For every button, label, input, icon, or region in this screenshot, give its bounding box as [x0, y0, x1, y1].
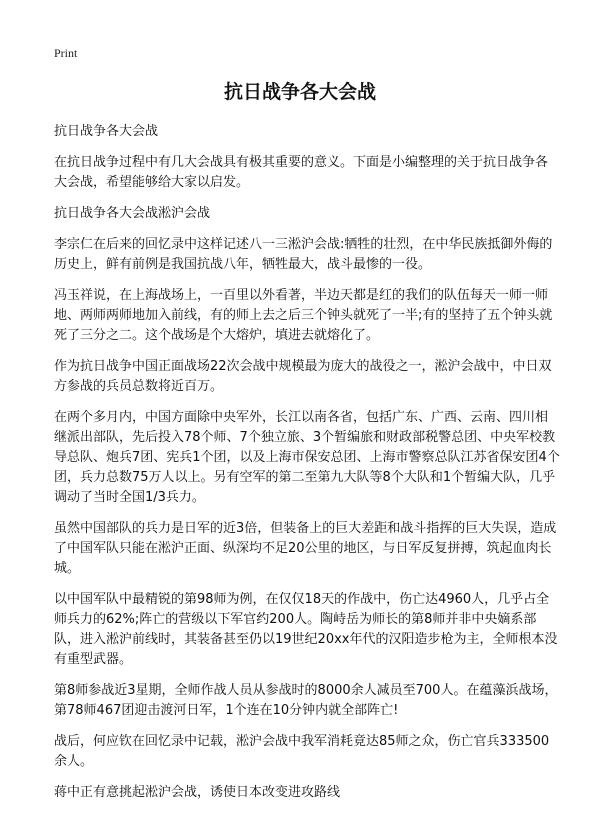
paragraph: 蒋中正有意挑起淞沪会战，诱使日本改变进攻路线 — [54, 785, 341, 800]
page-title: 抗日战争各大会战 — [223, 81, 376, 103]
paragraph: 李宗仁在后来的回忆录中这样记述八一三淞沪会战:牺牲的壮烈，在中华民族抵御外侮的历史上，鲜有前例是我国抗战八年，牺牲最大，战斗最惨的一役。 — [54, 237, 553, 272]
paragraph: 虽然中国部队的兵力是日军的近3倍，但装备上的巨大差距和战斗指挥的巨大失误，造成了中国军队只能在淞沪正面、纵深均不足20公里的地区，与日军反复拼搏，筑起血肉长城。 — [54, 521, 557, 576]
paragraph: 冯玉祥说，在上海战场上，一百里以外看著，半边天都是红的我们的队伍每天一师一师地、两师两师地加入前线，有的师上去之后三个钟头就死了一半;有的坚持了五个钟头就死了三分之二。这个战场是个大熔炉，填进去就熔化了。 — [54, 288, 553, 343]
paragraph: 第8师参战近3星期，全师作战人员从参战时的8000余人减员至700人。在蕴藻浜战场，第78师467团迎击渡河日军，1个连在10分钟内就全部阵亡! — [54, 683, 558, 718]
paragraph: 在两个多月内，中国方面除中央军外，长江以南各省，包括广东、广西、云南、四川相继派出部队，先后投入78个师、7个独立旅、3个暂编旅和财政部税警总团、中央军校教导总队、炮兵7团、宪兵1个团，以及上海市保安总团、上海市警察总队江苏省保安团4个团，兵力总数75万人以上。另有空军的第二至第九大队等8个大队和1个暂编大队，几乎调动了当时全国1/3兵力。 — [54, 410, 560, 505]
section-heading: 抗日战争各大会战 — [54, 124, 159, 139]
paragraph: 以中国军队中最精锐的第98师为例，在仅仅18天的作战中，伤亡达4960人，几乎占全师兵力的62%;阵亡的营级以下军官约200人。陶峙岳为师长的第8师并非中央嫡系部队，进入淞沪前线时，其装备甚至仍以19世纪20xx年代的汉阳造步枪为主，全师根本没有重型武器。 — [54, 592, 558, 667]
article-body — [54, 122, 560, 814]
paragraph: 作为抗日战争中国正面战场22次会战中规模最为庞大的战役之一，淞沪会战中，中日双方参战的兵员总数将近百万。 — [54, 359, 552, 394]
paragraph: 战后，何应钦在回忆录中记载，淞沪会战中我军消耗竟达85师之众，伤亡官兵333500余人。 — [54, 734, 550, 769]
paragraph: 在抗日战争过程中有几大会战具有极其重要的意义。下面是小编整理的关于抗日战争各大会战，希望能够给大家以启发。 — [54, 155, 549, 190]
section-heading: 抗日战争各大会战淞沪会战 — [54, 206, 211, 221]
print-link[interactable]: Print — [54, 46, 78, 60]
